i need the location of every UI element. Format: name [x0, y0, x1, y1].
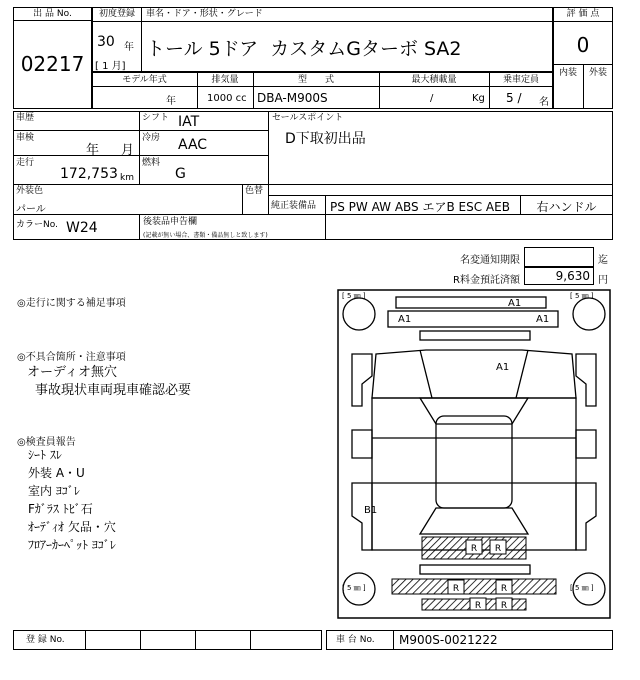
mileage-unit: km	[120, 173, 134, 183]
tire-front-right	[573, 298, 605, 330]
inspector-title: ◎検査員報告	[17, 437, 76, 448]
mark-a1-left: A1	[398, 314, 412, 325]
hood	[372, 350, 576, 398]
spec-divider	[92, 86, 553, 87]
reg-no-label: 登 録 No.	[26, 635, 65, 645]
mark-r: R	[452, 584, 460, 594]
car-name-label: 車名・ドア・形状・グレード	[146, 9, 263, 19]
grille	[420, 331, 530, 340]
rating-label: 評 価 点	[566, 9, 600, 19]
first-reg-divider	[92, 21, 142, 22]
right-rear-flap	[576, 483, 596, 550]
reg-no-vline-4	[250, 630, 251, 650]
hatch-rear-bumper	[392, 579, 556, 594]
mileage-value: 172,753	[60, 166, 118, 182]
body	[372, 398, 576, 550]
exterior-label: 外装	[588, 68, 607, 78]
mark-a1-right: A1	[536, 314, 550, 325]
inspector-item: 室内 ﾖｺﾞﾚ	[28, 484, 80, 498]
equipment-value: PS PW AW ABS エアB ESC AEB	[330, 200, 510, 214]
driving-notes-title: ◎走行に関する補足事項	[17, 298, 126, 309]
sales-point-value: D下取初出品	[285, 131, 366, 147]
mark-r: R	[470, 544, 478, 554]
shift-value: IAT	[178, 114, 200, 130]
capacity-label: 乗車定員	[502, 75, 539, 85]
tire-depth-front-left: [ 5 ㎜ ]	[342, 292, 366, 300]
rear-panel	[420, 565, 530, 574]
mark-a1-hood: A1	[496, 362, 510, 373]
car-name-divider	[141, 21, 553, 22]
inspector-item: 外装 A・U	[28, 466, 85, 480]
exterior-color-label: 外装色	[16, 186, 44, 196]
type-value: DBA-M900S	[257, 91, 328, 105]
max-load-unit: Kg	[472, 93, 485, 104]
front-bumper	[396, 297, 546, 308]
history-label: 車歴	[16, 113, 35, 123]
chassis-vline	[393, 630, 394, 650]
recycle-unit: 円	[598, 275, 608, 286]
details-vline-5	[325, 195, 326, 214]
inspector-item: ﾌﾛｱｰｶｰﾍﾟｯﾄ ﾖｺﾞﾚ	[28, 538, 116, 552]
tire-front-left	[343, 298, 375, 330]
max-load-value: /	[430, 93, 434, 104]
front-panel	[388, 311, 558, 327]
chassis-label: 車 台 No.	[336, 635, 375, 645]
steering-value: 右ハンドル	[536, 200, 597, 214]
exterior-color-value: パール	[16, 204, 46, 215]
inspector-item: Fｶﾞﾗｽ ﾄﾋﾞ石	[28, 502, 93, 516]
fuel-label: 燃料	[142, 158, 161, 168]
details-vline-4	[139, 214, 140, 240]
details-hline-2	[13, 155, 268, 156]
defects-title: ◎不具合箇所・注意事項	[17, 352, 126, 363]
defect-item: オーディオ無穴	[27, 365, 117, 380]
name-change-label: 名変通知期限	[460, 255, 520, 266]
equipment-label: 純正装備品	[271, 201, 317, 211]
ac-label: 冷房	[142, 133, 161, 143]
capacity-value: 5 /	[506, 91, 522, 105]
displacement-value: 1000 cc	[207, 93, 247, 104]
shift-label: シフト	[142, 113, 170, 123]
details-hline-4	[268, 195, 613, 196]
left-front-flap	[352, 354, 372, 406]
rating-value: 0	[576, 33, 590, 57]
car-name: トール 5ドア カスタムGターボ SA2	[146, 38, 462, 60]
mark-r: R	[500, 601, 508, 611]
mark-r: R	[500, 584, 508, 594]
color-no-label: カラーNo.	[16, 220, 58, 230]
inspection-month: 月	[121, 143, 135, 158]
fuel-value: G	[175, 166, 186, 182]
diagram-frame	[338, 290, 610, 618]
inspection-label: 車検	[16, 133, 35, 143]
lot-number: 02217	[20, 52, 85, 76]
first-reg-label: 初度登録	[98, 9, 135, 19]
first-reg-year-unit: 年	[124, 42, 134, 53]
aftermarket-label: 後装品申告欄	[143, 217, 198, 227]
defect-item: 事故現状車両現車確認必要	[35, 383, 192, 398]
reg-no-vline-1	[85, 630, 86, 650]
windshield	[420, 398, 528, 424]
name-change-unit: 迄	[598, 255, 608, 266]
inspector-item: ｼｰﾄ ｽﾚ	[28, 448, 62, 462]
rear-window	[420, 508, 528, 534]
aftermarket-note: (記載が無い場合、書類・備品無しと致します)	[143, 232, 268, 239]
inspector-item: ｵｰﾃﾞｨｵ 欠品・穴	[28, 520, 116, 534]
interior-label: 内装	[558, 68, 577, 78]
left-rear-flap	[352, 483, 372, 550]
type-label: 型 式	[297, 75, 334, 85]
right-mirror-area	[576, 430, 596, 458]
roof	[436, 416, 512, 508]
details-hline-3	[13, 184, 613, 185]
tire-depth-front-right: [ 5 ㎜ ]	[570, 292, 594, 300]
details-vline-2	[268, 111, 269, 214]
details-vline-1	[139, 111, 140, 184]
mark-b1: B1	[364, 505, 378, 516]
mark-r: R	[474, 601, 482, 611]
lot-no-label: 出 品 No.	[33, 9, 72, 19]
chassis-number: M900S-0021222	[399, 633, 498, 647]
max-load-label: 最大積載量	[411, 75, 457, 85]
name-change-box	[524, 247, 594, 267]
mark-a1-top: A1	[508, 298, 522, 309]
tire-depth-rear-left: [ 5 ㎜ ]	[342, 584, 366, 592]
model-year-label: モデル年式	[122, 75, 167, 85]
tire-depth-rear-right: [ 5 ㎜ ]	[570, 584, 594, 592]
first-reg-month: [ 1 月]	[95, 61, 126, 72]
displacement-label: 排気量	[211, 75, 239, 85]
rating-divider	[553, 21, 613, 22]
right-front-flap	[576, 354, 596, 406]
details-vline-7	[325, 214, 326, 240]
car-damage-diagram	[336, 288, 612, 620]
inspection-year: 年	[86, 143, 100, 158]
mileage-label: 走行	[16, 158, 35, 168]
capacity-unit: 名	[539, 97, 549, 108]
color-no-value: W24	[66, 220, 98, 236]
reg-no-vline-2	[140, 630, 141, 650]
first-reg-year: 30	[97, 34, 115, 50]
left-mirror-area	[352, 430, 372, 458]
details-vline-3	[242, 184, 243, 214]
mark-r: R	[494, 544, 502, 554]
recycle-value: 9,630	[555, 269, 590, 283]
sales-point-label: セールスポイント	[272, 113, 344, 123]
ac-value: AAC	[178, 137, 208, 153]
reg-no-vline-3	[195, 630, 196, 650]
model-year-unit: 年	[166, 96, 176, 107]
details-hline-1	[13, 130, 268, 131]
lot-divider	[13, 20, 92, 21]
recycle-label: R料金預託済額	[453, 275, 520, 286]
color-change-label: 色替	[245, 186, 264, 196]
